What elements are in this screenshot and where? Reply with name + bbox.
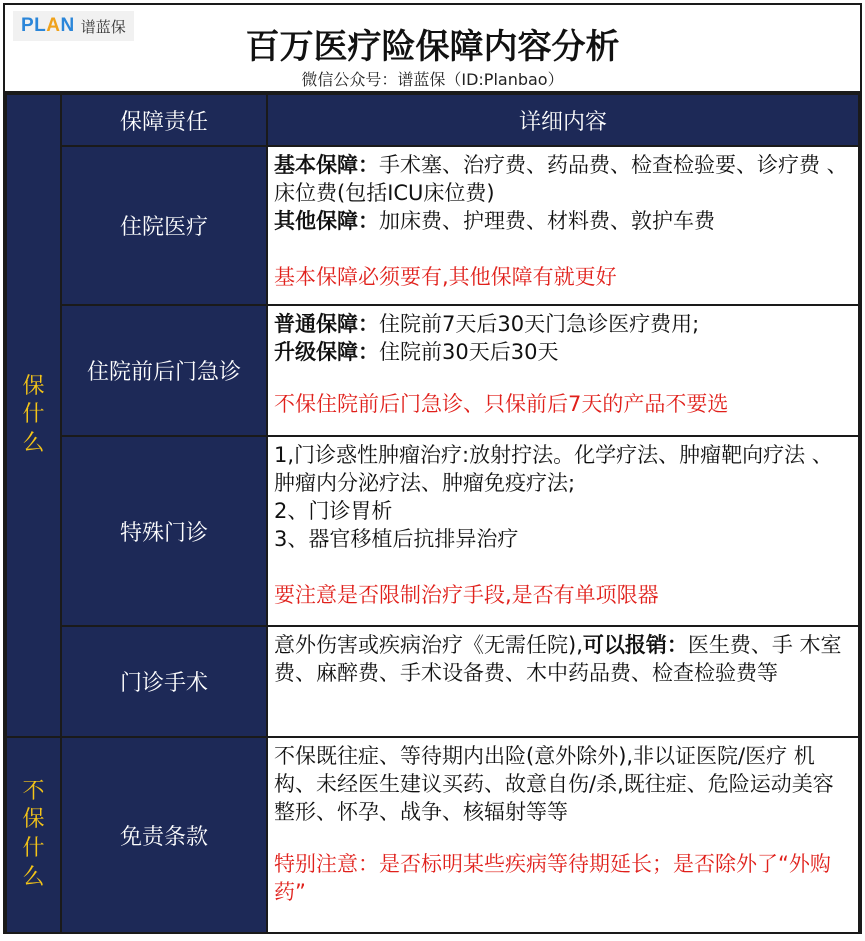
- duty-name-special-outpatient: 特殊门诊: [61, 436, 267, 626]
- logo-mark: PLAN: [21, 15, 75, 36]
- category-covered: 保 什 么: [6, 94, 61, 737]
- duty-detail-exclusions: 不保既往症、等待期内出险(意外除外),非以证医院/医疗 机构、未经医生建议买药、故意自伤/杀,既往症、危险运动美容整形、怀孕、战争、核辐射等等 特别注意：是否标明某些疾病等待期延长；是否除外了“外购药”: [267, 737, 859, 933]
- table-row: [6, 436, 859, 626]
- page-title: 百万医疗险保障内容分析: [245, 27, 620, 67]
- page-subtitle: 微信公众号：谱蓝保（ID:Planbao）: [301, 70, 564, 89]
- duty-detail-outpatient-emergency: 普通保障：住院前7天后30天门急诊医疗费用; 升级保障：住院前30天后30天 不保住院前后门急诊、只保前后7天的产品不要选: [267, 305, 859, 436]
- duty-name-inpatient: 住院医疗: [61, 146, 267, 305]
- category-not-covered: 不 保 什 么: [6, 737, 61, 933]
- warning-note: 特别注意：是否标明某些疾病等待期延长；是否除外了“外购药”: [274, 852, 831, 904]
- duty-detail-inpatient: 基本保障：手术塞、治疗费、药品费、检查检验要、诊疗费 、床位费(包括ICU床位费) 其他保障：加床费、护理费、材料费、敦护车费 基本保障必须要有,其他保障有就更好: [267, 146, 859, 305]
- column-header-duty: 保障责任: [61, 94, 267, 146]
- duty-detail-special-outpatient: 1,门诊惑性肿瘤治疗:放射拧法。化学疗法、肿瘤靶向疗法 、肿瘤内分泌疗法、肿瘤免疫疗法; 2、门诊胃析 3、器官移植后抗排异治疗 要注意是否限制治疗手段,是否有单项限器: [267, 436, 859, 626]
- warning-note: 要注意是否限制治疗手段,是否有单项限器: [274, 583, 659, 607]
- duty-detail-outpatient-surgery: 意外伤害或疾病治疗《无需任院),可以报销：医生费、手 木室费、麻醉费、手术设备费、木中药品费、检查检验费等: [267, 626, 859, 737]
- column-header-detail: 详细内容: [267, 94, 859, 146]
- duty-name-outpatient-emergency: 住院前后门急诊: [61, 305, 267, 436]
- warning-note: 基本保障必须要有,其他保障有就更好: [274, 265, 617, 289]
- document-sheet: [3, 3, 862, 934]
- table-header-row: [6, 94, 859, 146]
- logo-name: 谱蓝保: [80, 17, 126, 36]
- table-row: [6, 305, 859, 436]
- page-header: [5, 5, 860, 93]
- table-row: [6, 146, 859, 305]
- warning-note: 不保住院前后门急诊、只保前后7天的产品不要选: [274, 392, 729, 416]
- duty-name-outpatient-surgery: 门诊手术: [61, 626, 267, 737]
- duty-name-exclusions: 免责条款: [61, 737, 267, 933]
- coverage-table: [5, 93, 860, 934]
- table-row: [6, 737, 859, 933]
- table-row: [6, 626, 859, 737]
